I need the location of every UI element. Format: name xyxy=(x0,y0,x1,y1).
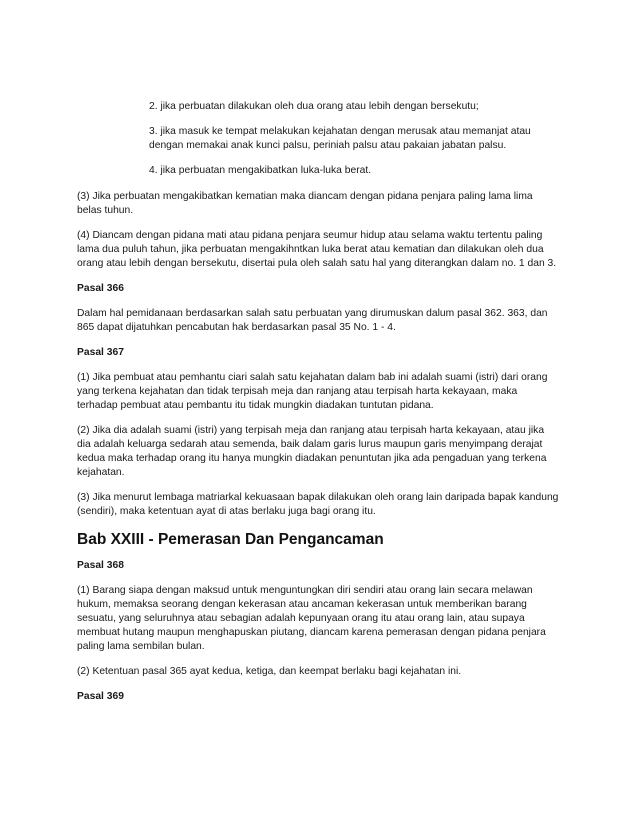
list-item-4: 4. jika perbuatan mengakibatkan luka-luka berat. xyxy=(149,165,372,176)
pasal-366-text: Dalam hal pemidanaan berdasarkan salah satu perbuatan yang dirumuskan dalum pasal 362. 363, dan 865 dapat dijatuhkan pencabutan hak berdasarkan pasal 35 No. 1 - 4. xyxy=(77,308,548,333)
pasal-367-paragraph-1: (1) Jika pembuat atau pemhantu ciari salah satu kejahatan dalam bab ini adalah suami (istri) dari orang yang terkena kejahatan dan tidak terpisah meja dan ranjang atau terpisah harta kekayaan, maka terhadap pembuat atau pembantu itu tidak mungkin diadakan tuntutan pidana. xyxy=(77,372,548,411)
pasal-367-paragraph-2: (2) Jika dia adalah suami (istri) yang terpisah meja dan ranjang atau terpisah harta kekayaan, atau jika dia adalah keluarga sedarah atau semenda, baik dalam garis lurus maupun garis menyimpang derajat kedua maka terhadap orang itu hanya mungkin diadakan penuntutan jika ada pengaduan yang terkena kejahatan. xyxy=(77,425,547,478)
pasal-368-paragraph-2: (2) Ketentuan pasal 365 ayat kedua, ketiga, dan keempat berlaku bagi kejahatan ini. xyxy=(77,666,462,677)
document-page xyxy=(77,100,567,715)
paragraph-365-4: (4) Diancam dengan pidana mati atau pidana penjara seumur hidup atau selama waktu tertentu paling lama dua puluh tahun, jika perbuatan mengakihntkan luka berat atau kematian dan dilakukan oleh dua orang atau lebih dengan bersekutu, disertai pula oleh salah satu hal yang diterangkan dalam no. 1 dan 3. xyxy=(77,230,557,269)
bab-heading: Bab XXIII - Pemerasan Dan Pengancaman xyxy=(77,531,384,548)
pasal-367-paragraph-3: (3) Jika menurut lembaga matriarkal kekuasaan bapak dilakukan oleh orang lain daripada bapak kandung (sendiri), maka ketentuan ayat di atas berlaku juga bagi orang itu. xyxy=(77,492,559,517)
pasal-366-heading: Pasal 366 xyxy=(77,283,124,294)
pasal-368-paragraph-1: (1) Barang siapa dengan maksud untuk menguntungkan diri sendiri atau orang lain secara melawan hukum, memaksa seorang dengan kekerasan atau ancaman kekerasan untuk memberikan barang sesuatu, yang seluruhnya atau sebagian adalah kepunyaan orang itu atau orang lain, atau supaya membuat hutang maupun menghapuskan piutang, diancam karena pemerasan dengan pidana penjara paling lama sembilan bulan. xyxy=(77,585,546,652)
pasal-368-heading: Pasal 368 xyxy=(77,560,124,571)
pasal-367-heading: Pasal 367 xyxy=(77,347,124,358)
list-item-3: 3. jika masuk ke tempat melakukan kejahatan dengan merusak atau memanjat atau dengan memakai anak kunci palsu, periniah palsu atau pakaian jabatan palsu. xyxy=(149,126,531,151)
list-item-2: 2. jika perbuatan dilakukan oleh dua orang atau lebih dengan bersekutu; xyxy=(149,101,479,112)
pasal-369-heading: Pasal 369 xyxy=(77,691,124,702)
paragraph-365-3: (3) Jika perbuatan mengakibatkan kematian maka diancam dengan pidana penjara paling lama lima belas tuhun. xyxy=(77,191,533,216)
